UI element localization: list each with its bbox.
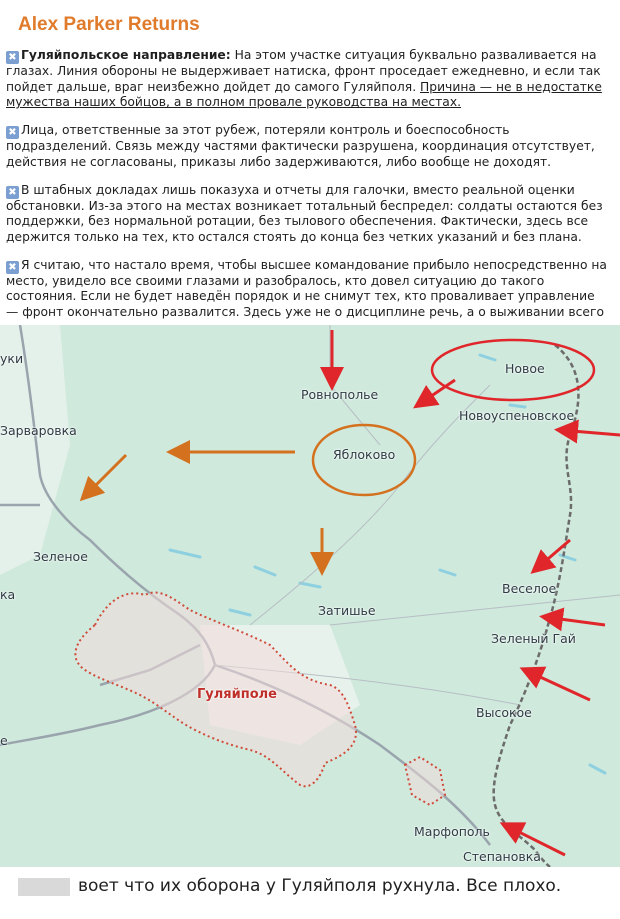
map-label: Зеленый Гай: [491, 631, 576, 646]
paragraph-1-underline: Причина — не в недостатке мужества наших бойцов, а в полном провале руководства на местах.: [6, 79, 602, 110]
paragraph-1: [6, 48, 610, 111]
map-label: Зеленое: [33, 549, 88, 564]
map-label: Ровнополье: [301, 387, 379, 402]
paragraph-2-text: Лица, ответственные за этот рубеж, потеряли контроль и боеспособность подразделений. Связь между частями фактически разрушена, координация отсутствует, действия не согласованы, приказы либо задерживаются, либо вообще не доходят.: [6, 123, 595, 169]
map-label: Степановка: [463, 849, 541, 864]
redacted-block: [18, 878, 70, 896]
map-label: уки: [0, 351, 24, 366]
direction-heading: Гуляйпольское направление:: [21, 48, 231, 62]
paragraph-4-text: Я считаю, что настало время, чтобы высшее командование прибыло непосредственно на место, увидело все своими глазами и разобралось, кто довел ситуацию до такого состояния. Если не будет наведён порядок и не снимут тех, кто проваливает управление — фронт окончательно развалится. Здесь уже не о дисциплине речь, а о выживании всего: [6, 257, 607, 320]
map-label: Зарваровка: [0, 423, 77, 438]
map-label: Затишье: [318, 603, 376, 618]
map-label: Марфополь: [414, 824, 490, 839]
cross-mark-icon: ✖: [6, 261, 19, 274]
paragraph-1-text: На этом участке ситуация буквально разваливается на глазах. Линия обороны не выдерживает натиска, фронт проседает ежедневно, и если так пойдет дальше, враг неизбежно дойдет до самого Гуляйполя.: [6, 48, 601, 94]
caption-text: воет что их оборона у Гуляйполя рухнула. Все плохо.: [78, 876, 562, 896]
map-label: е: [0, 733, 8, 748]
town-label: Гуляйполе: [197, 687, 277, 702]
map-image[interactable]: [0, 325, 620, 867]
cross-mark-icon: ✖: [6, 126, 19, 139]
map-label: Веселое: [502, 581, 557, 596]
cross-mark-icon: ✖: [6, 51, 19, 64]
paragraph-3-text: В штабных докладах лишь показуха и отчеты для галочки, вместо реальной оценки обстановки. Из-за этого на местах возникает тотальный беспредел: солдаты остаются без поддержки, без нормальной ротации, без тылового обеспечения. Фактически, здесь все держится только на тех, кто остался стоять до конца без четких указаний и без плана.: [6, 182, 603, 244]
map-label: Новое: [505, 361, 545, 376]
channel-name[interactable]: Alex Parker Returns: [18, 14, 200, 35]
paragraph-3: [6, 183, 610, 246]
map-label: ка: [0, 587, 16, 602]
map-graphics: [0, 325, 620, 867]
cross-mark-icon: ✖: [6, 186, 19, 199]
map-label: Яблоково: [333, 447, 396, 462]
map-label: Высокое: [476, 705, 532, 720]
post-text: [6, 48, 610, 348]
paragraph-2: [6, 123, 610, 170]
map-label: Новоуспеновское: [459, 408, 575, 423]
